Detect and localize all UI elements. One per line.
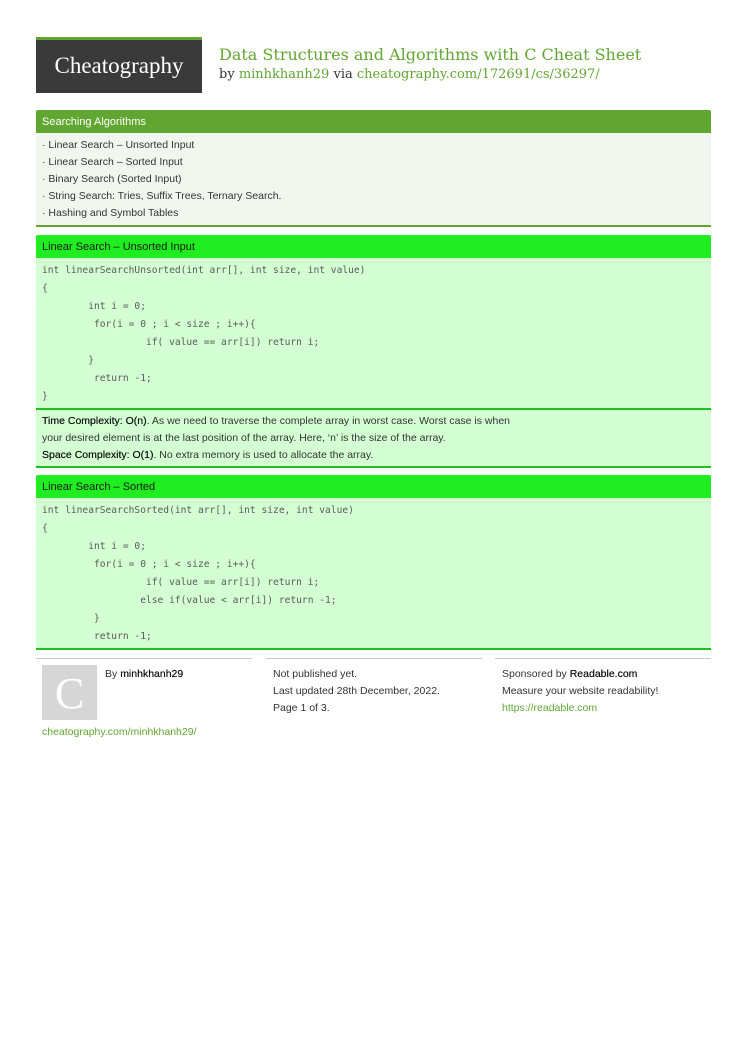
byline bbox=[219, 67, 600, 82]
footer-author-link[interactable]: cheatography.com/minhkhanh29/ bbox=[42, 726, 197, 738]
author-avatar[interactable] bbox=[42, 665, 97, 720]
code-line: for(i = 0 ; i < size ; i++){ bbox=[42, 319, 256, 330]
footer-by: By bbox=[105, 668, 118, 680]
code-line: } bbox=[42, 613, 100, 624]
note-line bbox=[36, 413, 711, 430]
note-line: your desired element is at the last position of the array. Here, ‘n’ is the size of the array. bbox=[42, 432, 446, 444]
footer-page: Page 1 of 3. bbox=[273, 702, 330, 714]
section-title: Searching Algorithms bbox=[36, 110, 711, 133]
footer-sponsor bbox=[502, 668, 637, 680]
list-item: · Binary Search (Sorted Input) bbox=[42, 173, 182, 185]
list-item: · Hashing and Symbol Tables bbox=[42, 207, 179, 219]
code-line: int i = 0; bbox=[42, 541, 146, 552]
code-line: return -1; bbox=[42, 373, 152, 384]
footer-divider bbox=[266, 658, 482, 659]
footer-published: Not published yet. bbox=[273, 668, 358, 680]
complexity-note bbox=[36, 410, 711, 468]
code-line: int linearSearchUnsorted(int arr[], int size, int value) bbox=[42, 265, 366, 276]
sponsor-url-link[interactable]: https://readable.com bbox=[502, 702, 598, 714]
footer-author bbox=[105, 668, 183, 680]
time-complexity-text: . As we need to traverse the complete array in worst case. Worst case is when bbox=[146, 415, 511, 427]
footer-divider bbox=[495, 658, 711, 659]
author-link[interactable]: minhkhanh29 bbox=[238, 67, 330, 82]
footer-updated: Last updated 28th December, 2022. bbox=[273, 685, 440, 697]
section-searching-algorithms bbox=[36, 110, 711, 227]
section-title: Linear Search – Sorted bbox=[36, 475, 711, 498]
code-line: if( value == arr[i]) return i; bbox=[42, 337, 320, 348]
code-line: int linearSearchSorted(int arr[], int size, int value) bbox=[42, 505, 354, 516]
code-line: return -1; bbox=[42, 631, 152, 642]
space-complexity-text: . No extra memory is used to allocate the array. bbox=[153, 449, 374, 461]
code-line: { bbox=[42, 523, 48, 534]
avatar-letter: C bbox=[54, 669, 85, 718]
sponsor-tagline: Measure your website readability! bbox=[502, 685, 659, 697]
code-line: for(i = 0 ; i < size ; i++){ bbox=[42, 559, 256, 570]
cheatography-logo[interactable] bbox=[36, 37, 202, 93]
code-block bbox=[36, 258, 711, 410]
code-line: } bbox=[42, 355, 94, 366]
via-text: via bbox=[333, 67, 353, 82]
code-line: int i = 0; bbox=[42, 301, 146, 312]
space-complexity-label: Space Complexity: O(1) bbox=[42, 449, 154, 461]
section-body bbox=[36, 133, 711, 227]
logo-text: Cheatography bbox=[54, 53, 184, 78]
sponsored-by: Sponsored by bbox=[502, 668, 567, 680]
footer-author-name[interactable]: minhkhanh29 bbox=[120, 668, 184, 680]
sheet-url-link[interactable]: cheatography.com/172691/cs/36297/ bbox=[356, 67, 600, 82]
code-block bbox=[36, 498, 711, 650]
code-line: else if(value < arr[i]) return -1; bbox=[42, 595, 337, 606]
note-line bbox=[36, 447, 711, 464]
by-prefix: by bbox=[219, 67, 235, 82]
code-line: } bbox=[42, 391, 48, 402]
list-item: · Linear Search – Unsorted Input bbox=[42, 139, 195, 151]
list-item: · String Search: Tries, Suffix Trees, Ternary Search. bbox=[42, 190, 282, 202]
code-line: if( value == arr[i]) return i; bbox=[42, 577, 320, 588]
sponsor-name[interactable]: Readable.com bbox=[569, 668, 638, 680]
sheet-title: Data Structures and Algorithms with C Cheat Sheet bbox=[219, 45, 642, 64]
list-item: · Linear Search – Sorted Input bbox=[42, 156, 183, 168]
time-complexity-label: Time Complexity: O(n) bbox=[42, 415, 147, 427]
section-title: Linear Search – Unsorted Input bbox=[36, 235, 711, 258]
code-line: { bbox=[42, 283, 48, 294]
section-linear-search-unsorted bbox=[36, 235, 711, 468]
section-linear-search-sorted bbox=[36, 475, 711, 650]
footer-divider bbox=[36, 658, 252, 659]
